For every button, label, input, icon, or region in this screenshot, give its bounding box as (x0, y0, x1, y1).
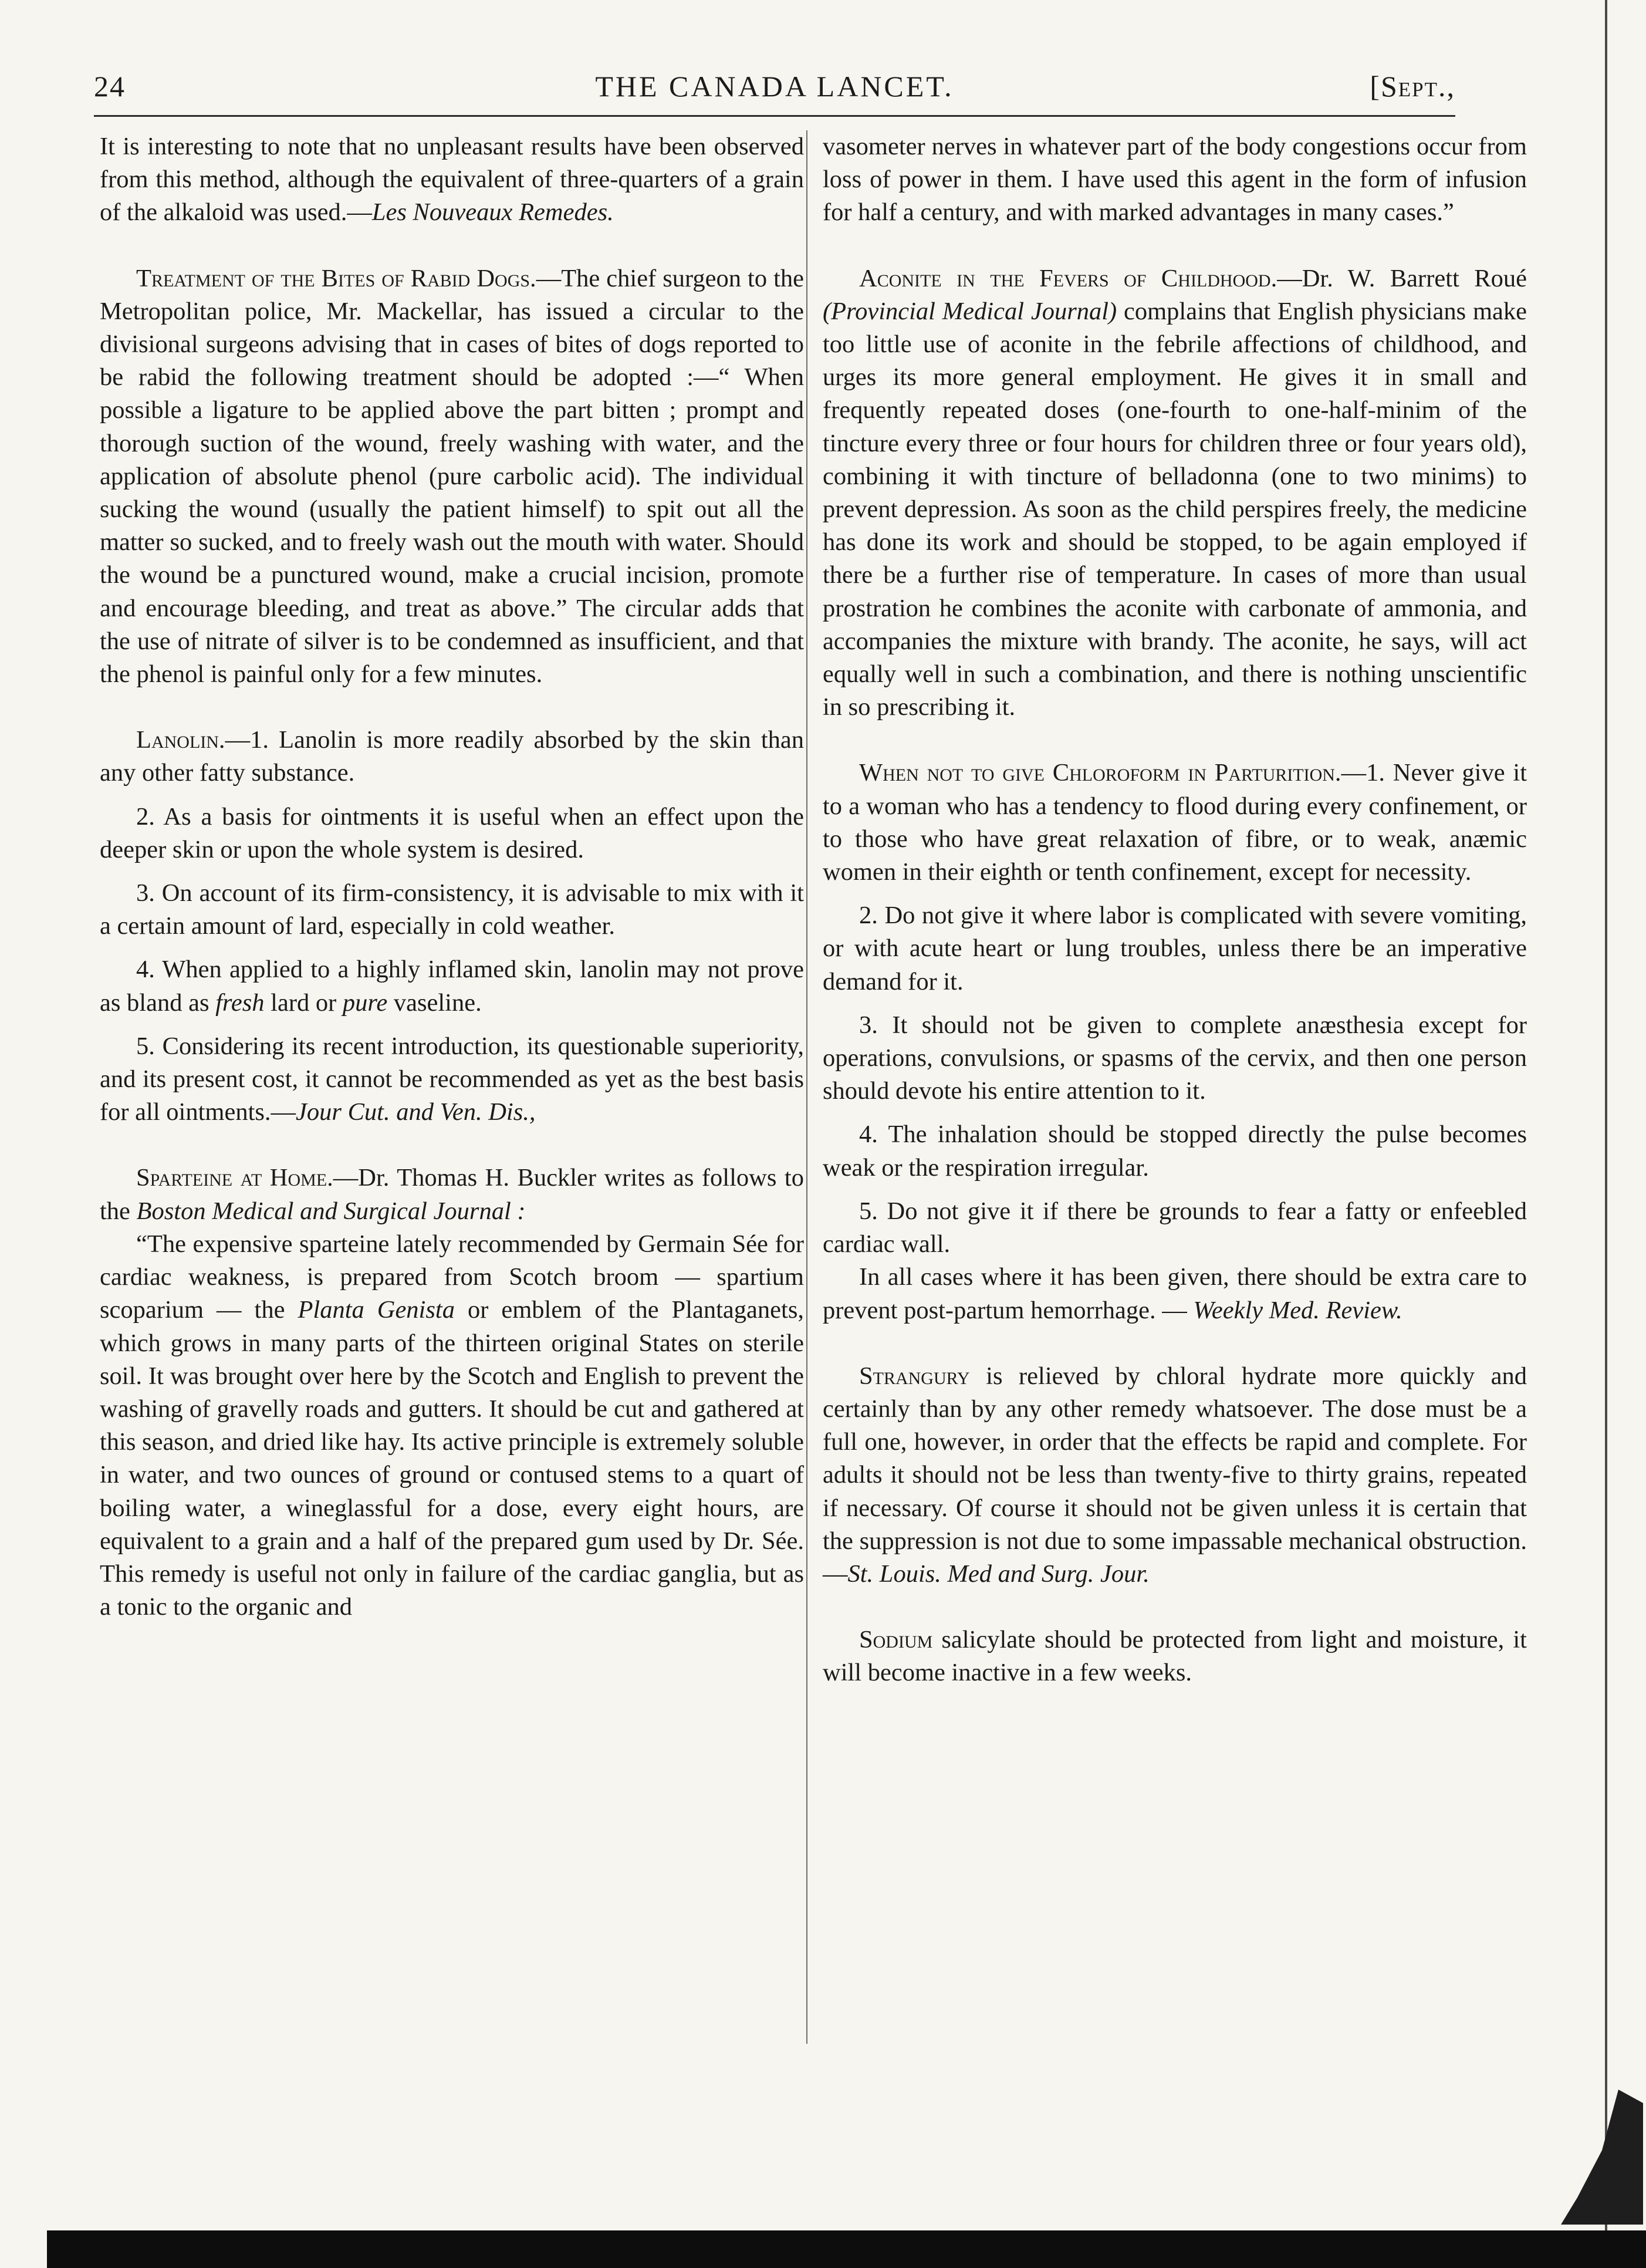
article-heading: Strangury (859, 1362, 970, 1390)
lanolin-point-3: 3. On account of its firm-consistency, it is advisable to mix with it a certain amount of lard, especially in cold weather. (100, 879, 804, 940)
lanolin-point-4 (100, 953, 804, 1019)
article-body: —1. Never give it to a woman who has a tendency to flood during every confinement, or to those who have great relaxation of fibre, or to weak, anæmic women in their eighth or tenth confinement, except for necessity. (823, 759, 1527, 886)
article-aconite (823, 262, 1527, 724)
text-run: In all cases where it has been given, there should be extra care to prevent post-partum hemorrhage. — (823, 1263, 1527, 1324)
scan-bottom-border (47, 2230, 1646, 2268)
text-run: vaseline. (387, 988, 482, 1017)
page-number: 24 (94, 70, 126, 103)
journal-name: (Provincial Medical Journal) (823, 297, 1117, 325)
text-run: 4. When applied to a highly inflamed skin, lanolin may not prove as bland as (100, 956, 804, 1017)
source-citation: Weekly Med. Review. (1193, 1296, 1402, 1324)
chloroform-point-2: 2. Do not give it where labor is complicated with severe vomiting, or with acute heart or lung troubles, unless there be an imperative demand for it. (823, 902, 1527, 995)
chloroform-point-3: 3. It should not be given to complete anæsthesia except for operations, convulsions, or spasms of the cervix, and then one person should devote his entire attention to it. (823, 1011, 1527, 1105)
article-chloroform (823, 757, 1527, 889)
column-divider (806, 130, 807, 2044)
header-rule (94, 115, 1455, 117)
scan-page-edge (1605, 0, 1607, 2268)
text-run: complains that English physicians make too little use of aconite in the febrile affections of childhood, and urges its more general employment. He gives it in small and frequently repeated doses (one-fourth to one-half-minim of the tincture every three or four hours for children three or four years old), combining it with tincture of belladonna (one to two minims) to prevent depression. As soon as the child perspires freely, the medicine has done its work and should be stopped, to be again employed if there be a further rise of temperature. In cases of more than usual prostration he combines the aconite with carbonate of ammonia, and accompanies the mixture with brandy. The aconite, he says, will act equally well in such a combination, and there is nothing unscientific in so prescribing it. (823, 297, 1527, 721)
chloroform-point-5: 5. Do not give it if there be grounds to fear a fatty or enfeebled cardiac wall. (823, 1197, 1527, 1258)
article-body: salicylate should be protected from light and moisture, it will become inactive in a few weeks. (823, 1626, 1527, 1687)
paragraph-remedes (100, 130, 804, 230)
sparteine-continuation: vasometer nerves in whatever part of the body congestions occur from loss of power in them. I have used this agent in the form of infusion for half a century, and with marked advantages in many cases.” (823, 133, 1527, 227)
text-run: 5. Considering its recent introduction, its questionable superiority, and its present cost, it cannot be recommended as yet as the best basis for all ointments.— (100, 1032, 804, 1126)
article-body: —The chief surgeon to the Metropolitan police, Mr. Mackellar, has issued a circular to the divisional surgeons advising that in cases of bites of dogs reported to be rabid the following treatment should be adopted :—“ When possible a ligature to be applied above the part bitten ; prompt and thorough suction of the wound, freely washing with water, and the application of absolute phenol (pure carbolic acid). The individual sucking the wound (usually the patient himself) to spit out all the matter so sucked, and to freely wash out the mouth with water. Should the wound be a punctured wound, make a crucial incision, promote and encourage bleeding, and treat as above.” The circular adds that the use of nitrate of silver is to be condemned as insufficient, and that the phenol is painful only for a few minutes. (100, 264, 804, 689)
paragraph-text: It is interesting to note that no unpleasant results have been observed from this method, although the equivalent of three-quarters of a grain of the alkaloid was used.— (100, 133, 804, 227)
article-lanolin-1 (100, 724, 804, 789)
article-heading: Lanolin. (136, 726, 225, 754)
source-citation: Les Nouveaux Remedes. (371, 198, 614, 227)
article-heading: Aconite in the Fevers of Childhood. (859, 264, 1277, 292)
text-run: or emblem of the Plantaganets, which grows in many parts of the thirteen original States on sterile soil. It was brought over here by the Scotch and English to prevent the washing of gravelly roads and gutters. It should be cut and gathered at this season, and dried like hay. Its active principle is extremely soluble in water, and two ounces of ground or contused stems to a quart of boiling water, a wineglassful for a dose, every eight hours, are equivalent to a grain and a half of the prepared gum used by Dr. Sée. This remedy is useful not only in failure of the cardiac ganglia, but as a tonic to the organic and (100, 1296, 804, 1621)
article-rabid-dogs (100, 262, 804, 691)
journal-name: Boston Medical and Surgical Journal : (136, 1197, 526, 1225)
right-column (823, 130, 1527, 1690)
italic-run: fresh (215, 988, 265, 1017)
text-run: —Dr. Thomas H. Buckler writes as follows to the (100, 1164, 804, 1225)
journal-title: THE CANADA LANCET. (595, 70, 954, 103)
source-citation: Jour Cut. and Ven. Dis., (296, 1098, 536, 1126)
article-strangury (823, 1360, 1527, 1591)
text-run: “The expensive sparteine lately recommended by Germain Sée for cardiac weakness, is prepared from Scotch broom — spartium scoparium — the (100, 1230, 804, 1324)
article-heading: Sodium (859, 1626, 933, 1654)
text-run: —Dr. W. Barrett Roué (1277, 264, 1527, 292)
text-run: lard or (264, 988, 343, 1017)
italic-run: pure (342, 988, 388, 1017)
article-sparteine (100, 1162, 804, 1227)
sparteine-quote (100, 1228, 804, 1624)
lanolin-point-2: 2. As a basis for ointments it is useful when an effect upon the deeper skin or upon the whole system is desired. (100, 802, 804, 863)
italic-run: Planta Genista (298, 1296, 455, 1324)
running-header (94, 69, 1455, 116)
lanolin-point-5 (100, 1030, 804, 1129)
left-column (100, 130, 804, 1624)
article-heading: When not to give Chloroform in Parturition. (859, 759, 1341, 787)
chloroform-summary (823, 1261, 1527, 1327)
article-heading: Sparteine at Home. (136, 1164, 333, 1192)
article-body: is relieved by chloral hydrate more quickly and certainly than by any other remedy whatsoever. The dose must be a full one, however, in order that the effects be rapid and complete. For adults it should not be less than twenty-five to thirty grains, repeated if necessary. Of course it should not be given unless it is certain that the suppression is not due to some impassable mechanical obstruction.— (823, 1362, 1527, 1588)
article-heading: Treatment of the Bites of Rabid Dogs. (136, 264, 536, 292)
article-sodium (823, 1624, 1527, 1689)
chloroform-point-4: 4. The inhalation should be stopped directly the pulse becomes weak or the respiration irregular. (823, 1120, 1527, 1182)
issue-month: [Sept., (1370, 70, 1455, 103)
article-body: —1. Lanolin is more readily absorbed by the skin than any other fatty substance. (100, 726, 804, 787)
scan-ink-blot (1561, 2090, 1643, 2225)
source-citation: St. Louis. Med and Surg. Jour. (847, 1560, 1150, 1588)
